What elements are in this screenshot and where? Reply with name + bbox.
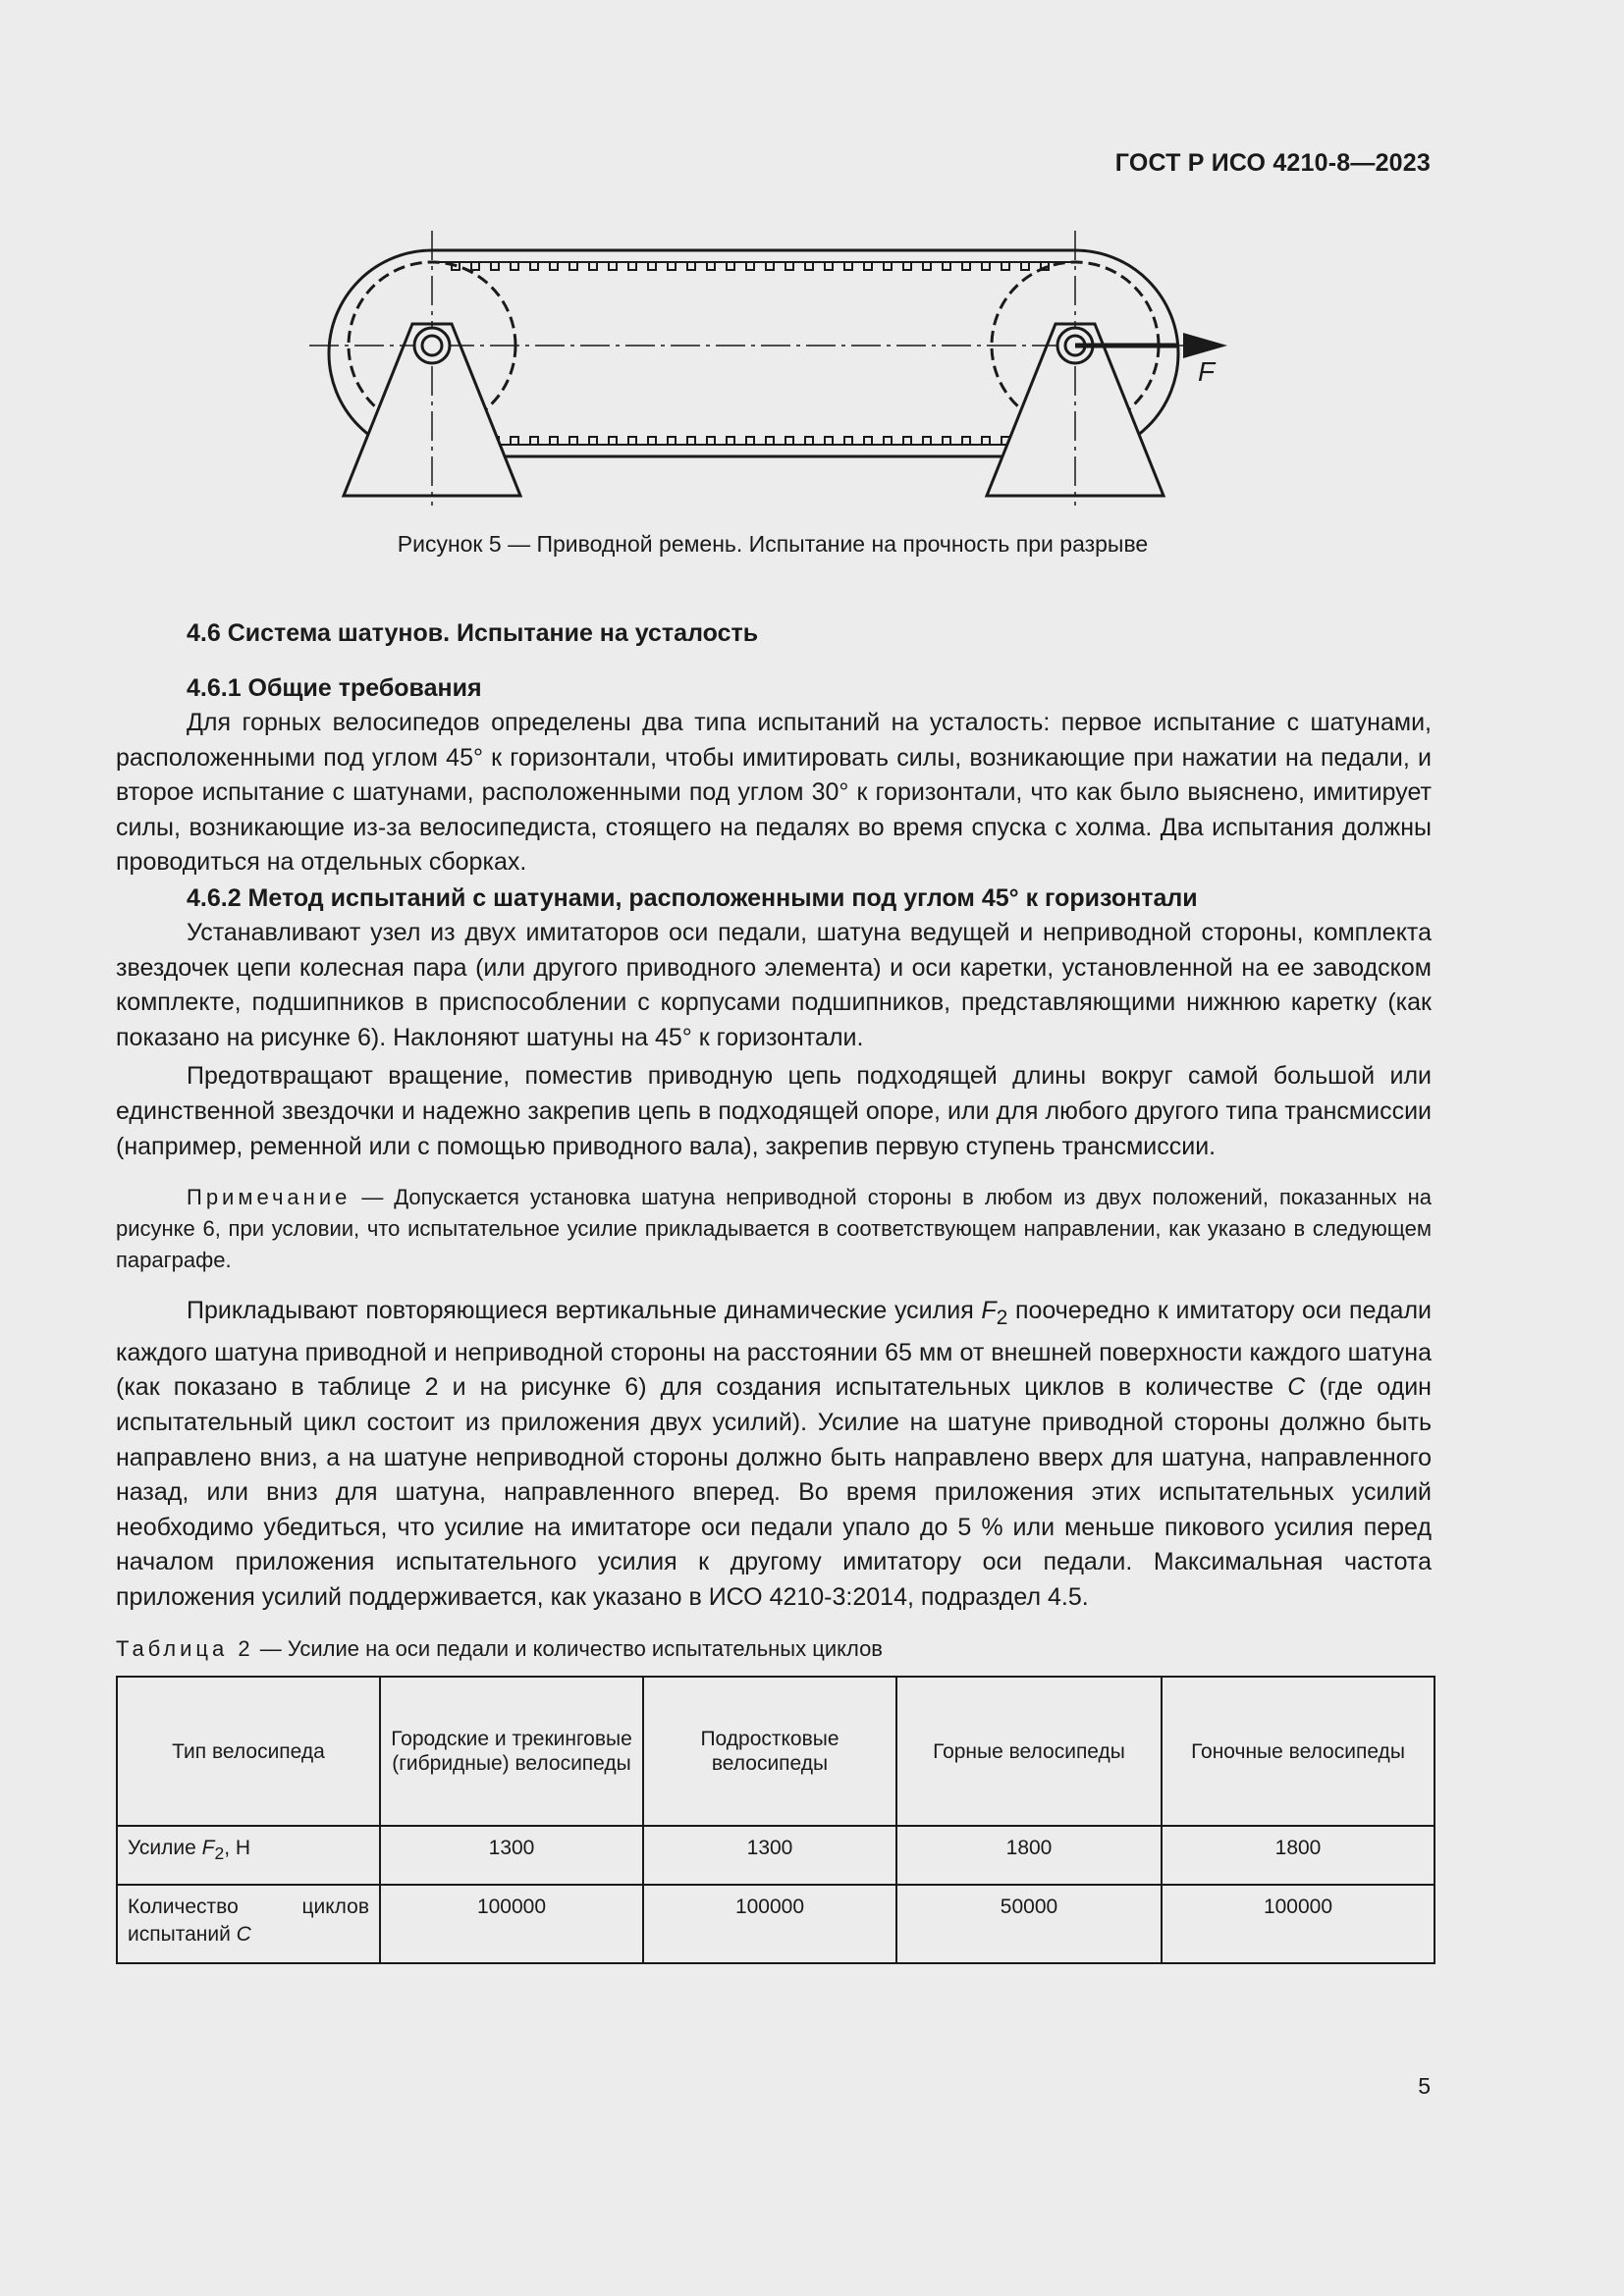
table-cell: 1800 (1162, 1826, 1435, 1885)
note-paragraph (116, 1182, 1432, 1276)
table-cell: 1300 (380, 1826, 643, 1885)
force-label: F (1198, 356, 1216, 387)
paragraph-setup: Устанавливают узел из двух имитаторов оси педали, шатуна ведущей и неприводной стороны, комплекта звездочек цепи колесная пара (или другого приводного элемента) и оси каретки, установленной на ее заводском комплекте, подшипников в приспособлении с корпусами подшипников, представляющими нижнюю каретку (как показано на рисунке 6). Наклоняют шатуны на 45° к горизонтали. (116, 918, 1432, 1051)
note-label: Примечание (187, 1185, 352, 1210)
table-row (117, 1826, 1435, 1885)
symbol-c: C (1287, 1373, 1306, 1402)
page-number: 5 (1418, 2073, 1431, 2099)
figure-belt-test (304, 221, 1257, 515)
figure-caption: Рисунок 5 — Приводной ремень. Испытание на прочность при разрыве (397, 531, 1149, 557)
paragraph-general: Для горных велосипедов определены два типа испытаний на усталость: первое испытание с шатунами, расположенными под углом 45° к горизонтали, чтобы имитировать силы, возникающие при нажатии на педали, и второе испытание с шатунами, расположенными под углом 30° к горизонтали, что как было выяснено, имитирует силы, возникающие из-за велосипедиста, стоящего на педалях во время спуска с холма. Два испытания должны проводиться на отдельных сборках. (116, 709, 1432, 877)
main-content (116, 615, 1432, 1964)
belt-drive-diagram (304, 221, 1257, 515)
row-label-force: Усилие $F_2$, Н (117, 1826, 380, 1885)
table-cell: 50000 (896, 1885, 1162, 1963)
section-heading: 4.6 Система шатунов. Испытание на усталость (187, 619, 759, 647)
row-label-cycles: Количество циклов испытаний C (117, 1885, 380, 1963)
pedal-force-table (116, 1676, 1435, 1964)
table-header-row (117, 1677, 1435, 1826)
subsection-heading-general: 4.6.1 Общие требования (187, 674, 482, 702)
left-axle (414, 328, 450, 363)
table-header-cell: Тип велосипеда (117, 1677, 380, 1826)
table-cell: 100000 (1162, 1885, 1435, 1963)
table-header-cell: Горные велосипеды (896, 1677, 1162, 1826)
document-id: ГОСТ Р ИСО 4210-8—2023 (1114, 149, 1431, 177)
table-cell: 1800 (896, 1826, 1162, 1885)
subsection-heading-method: 4.6.2 Метод испытаний с шатунами, расположенными под углом 45° к горизонтали (187, 883, 1198, 912)
table-cell: 100000 (643, 1885, 896, 1963)
paragraph-force: Прикладывают повторяющиеся вертикальные динамические усилия $F_2$ поочередно к имитатору оси педали каждого шатуна приводной и неприводной стороны на расстоянии 65 мм от внешней поверхности каждого шатуна (как показано в таблице 2 и на рисунке 6) для создания испытательных циклов в количестве C (где один испытательный цикл состоит из приложения двух усилий). Усилие на шатуне приводной стороны должно быть направлено вниз, а на шатуне неприводной стороны должно быть направлено вверх для шатуна, направленного назад, или вниз для шатуна, направленного вперед. Во время приложения этих испытательных усилий необходимо убедиться, что усилие на имитаторе оси педали упало до 5 % или меньше пикового усилия перед началом приложения испытательного усилия к другому имитатору оси педали. Максимальная частота приложения усилий поддерживается, как указано в ИСО 4210-3:2014, подраздел 4.5. (116, 1297, 1432, 1611)
table-cell: 100000 (380, 1885, 643, 1963)
table-header-cell: Гоночные велосипеды (1162, 1677, 1435, 1826)
note-text: — Допускается установка шатуна неприводной стороны в любом из двух положений, показанных на рисунке 6, при условии, что испытательное усилие прикладывается в соответствующем направлении, как указано в следующем параграфе. (116, 1185, 1432, 1273)
table-caption: Таблица 2 — Усилие на оси педали и количество испытательных циклов (116, 1636, 883, 1662)
subscript-2: 2 (996, 1307, 1008, 1330)
table-header-cell: Городские и трекинговые (гибридные) велосипеды (380, 1677, 643, 1826)
symbol-f: F (981, 1297, 997, 1325)
paragraph-rotation: Предотвращают вращение, поместив приводную цепь подходящей длины вокруг самой большой или единственной звездочки и надежно закрепив цепь в подходящей опоре, или для любого другого типа трансмиссии (например, ременной или с помощью приводного вала), закрепив первую ступень трансмиссии. (116, 1062, 1432, 1160)
table-cell: 1300 (643, 1826, 896, 1885)
table-header-cell: Подростковые велосипеды (643, 1677, 896, 1826)
force-arrow-head (1183, 333, 1227, 358)
table-row (117, 1885, 1435, 1963)
